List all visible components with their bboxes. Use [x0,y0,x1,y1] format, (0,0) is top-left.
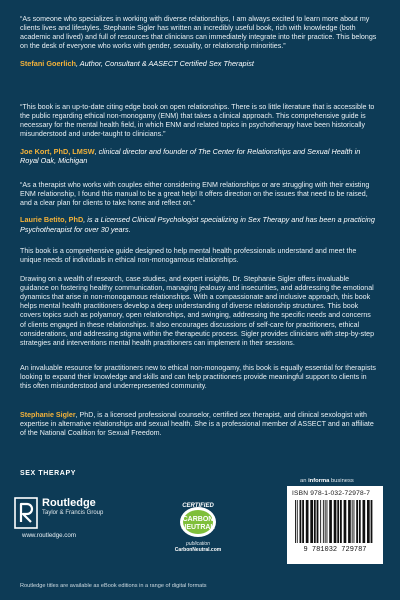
quote-attribution [20,147,378,165]
author-name: Stephanie Sigler [20,411,76,420]
barcode-bar [352,500,353,543]
barcode-bar [320,500,321,543]
ebook-notice: Routledge titles are available as eBook editions in a range of digital formats [20,583,207,589]
quote-author-role: , clinical director and founder of The Center for Relationships and Sexual Health in Royal Oak, Michigan [20,146,361,165]
barcode-bar [327,500,328,543]
author-bio [20,411,378,438]
publisher-logo [14,497,103,529]
barcode-bar [317,500,319,543]
barcode-bar [348,500,351,543]
barcode-bar [354,500,355,543]
badge-publication-text: publication [186,541,210,547]
quote-text: “This book is an up-to-date citing edge book on open relationships. There is so little literature that is accessible to the public regarding ethical non-monogamy (ENM) that takes a clinical approach. This comprehensive guide is necessary for the mental health field, in which ENM and related topics in psychotherapy have been historically misunderstood and under-taught to clinicians.” [20,103,375,139]
carbon-neutral-icon [173,500,223,540]
publisher-name: Routledge [42,497,96,509]
endorsement-quote-2 [20,96,378,165]
barcode-bar [306,500,309,543]
quote-author-role: , is a Licensed Clinical Psychologist specializing in Sex Therapy and has been a practicing Psychotherapist for over 30 years. [20,215,375,234]
quote-attribution [20,215,378,233]
barcode-bar [356,500,358,543]
publisher-url: www.routledge.com [22,532,76,539]
subject-category: SEX THERAPY [20,470,76,477]
barcode-bar [297,500,298,543]
barcode-bar [344,500,347,543]
barcode-digits: 9 781032 729787 [303,546,367,553]
barcode-bar [329,500,332,543]
endorsement-quote-3 [20,174,378,234]
informa-brand: informa [308,478,330,484]
isbn-barcode [287,486,383,564]
routledge-r-icon [14,497,38,529]
barcode-bar [337,500,339,543]
quote-author: Stefani Goerlich [20,58,76,68]
barcode-bar [314,500,316,543]
description-paragraph-1: This book is a comprehensive guide designed to help mental health professionals understand and meet the unique needs of individuals in ethical non-monogamous relationships. [20,247,357,265]
barcode-bar [323,500,324,543]
badge-main-text-2: NEUTRAL [181,524,215,531]
quote-author: Joe Kort, PhD, LMSW [20,146,95,156]
badge-top-text: CERTIFIED [182,503,214,509]
quote-text: “As a therapist who works with couples either considering ENM relationships or are struggling with their existing ENM relationship, I found this manual to be a great help! It offers direction on the issues that need to be raised, and a clear plan for clients to take home and reflect on.” [20,181,370,208]
barcode-bar [359,500,361,543]
barcode-bar [295,500,296,543]
barcode-bar [302,500,304,543]
badge-url: CarbonNeutral.com [174,547,222,553]
isbn-text: ISBN 978-1-032-72978-7 [292,490,371,497]
quote-attribution [20,59,378,68]
footer [0,569,400,600]
barcode-bar [363,500,366,543]
endorsement-quote-1 [20,8,378,68]
badge-main-text-1: CARBON [182,516,214,523]
description-paragraph-3: An invaluable resource for practitioners new to ethical non-monogamy, this book is equally essential for therapists looking to expand their knowledge and skills and can help practitioners provide meaningful support to clients in this often misunderstood and underrepresented community. [20,364,376,391]
barcode-bar [325,500,326,543]
barcode-bar [371,500,373,543]
barcode-bar [334,500,337,543]
barcode-bar [367,500,370,543]
barcode-bar [300,500,302,543]
informa-prefix: an [300,478,309,484]
description-paragraph-2: Drawing on a wealth of research, case studies, and expert insights, Dr. Stephanie Sigler offers invaluable guidance on fostering healthy communication, managing jealousy and insecurities, and addressing the emotional dynamics that arise in non-monogamous relationships. With a compassionate and inclusive approach, this book helps mental health practitioners develop a deep understanding of diverse relationship structures. This book covers topics such as polyamory, open relationships, and swinging, addressing the specific needs and concerns of clients engaged in these relationships. It also encourages discussions of self-care for practitioners, ethical considerations, and addressing stigma within the therapeutic process. Sigler provides clinicians with step-by-step strategies and interventions mental health practitioners can implement in their sessions. [20,275,375,347]
quote-author-role: , Author, Consultant & AASECT Certified Sex Therapist [75,58,254,68]
barcode-bar [310,500,313,543]
carbon-neutral-badge [158,500,238,553]
author-bio-text: , PhD, is a licensed professional counselor, certified sex therapist, and clinical sexologist with expertise in alternative relationships and sexual health. She is a professional member of ASSECT and an affiliate of the National Coalition for Sexual Freedom. [20,411,374,438]
informa-suffix: business [329,478,354,484]
informa-tagline [300,478,354,484]
barcode-bar [340,500,342,543]
publisher-group: Taylor & Francis Group [42,510,104,516]
quote-text: “As someone who specializes in working with diverse relationships, I am always excited to learn more about my clients lives and lifestyles. Stephanie Sigler has written an incredibly useful book, rich with knowledge (both academic and lived) and full of resources that clinicians can immediately integrate into their practice. This belongs on the desk of everyone who works with gender, sexuality, or relationship minorities.” [20,15,377,51]
quote-author: Laurie Betito, PhD [20,215,84,225]
barcode-icon [292,499,378,553]
